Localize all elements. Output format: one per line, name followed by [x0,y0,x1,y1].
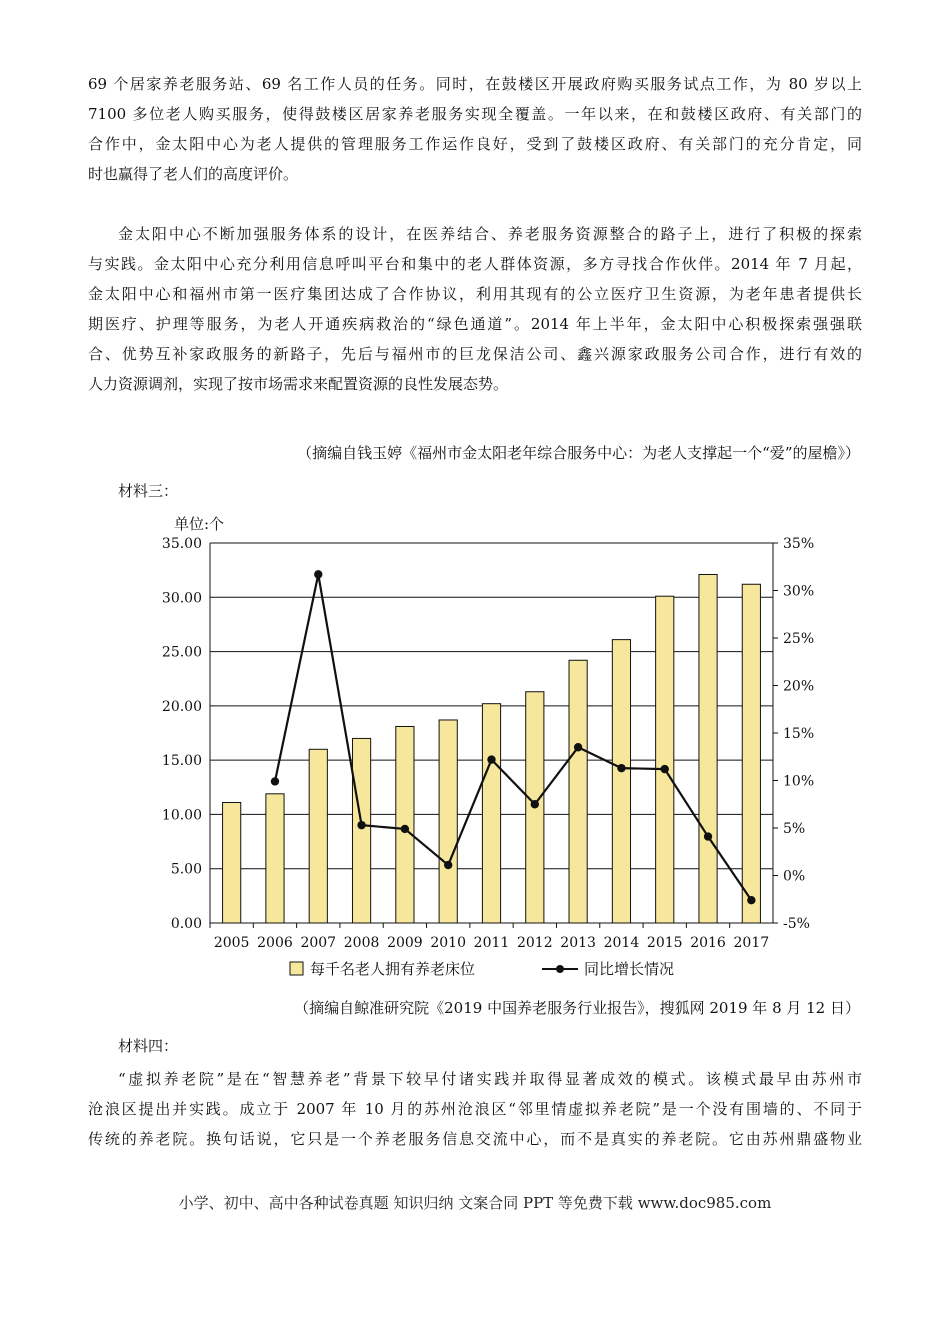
x-tick-label: 2009 [387,935,423,951]
unit-label: 单位:个 [174,515,225,533]
source-citation-2: （摘编自鲸准研究院《2019 中国养老服务行业报告》，搜狐网 2019 年 8 月 12 日） [294,999,860,1017]
y-left-tick-label: 35.00 [161,536,202,552]
source-citation-1: （摘编自钱玉婷《福州市金太阳老年综合服务中心：为老人支撑起一个“爱”的屋檐》） [297,444,860,462]
x-tick-label: 2007 [300,935,337,951]
y-left-tick-label: 15.00 [161,753,202,770]
bar [699,574,717,923]
data-point [357,821,365,829]
bar [742,584,760,923]
data-point [271,777,279,785]
paragraph-2 [88,219,862,399]
y-left-tick-label: 0.00 [170,916,202,932]
data-point [574,743,582,751]
y-right-tick-label: 0% [783,868,806,885]
legend-line-label: 同比增长情况 [584,960,675,978]
bar [482,704,500,923]
data-point [487,755,495,763]
y-left-tick-label: 30.00 [161,590,202,607]
data-point [314,570,322,578]
text-line: 传统的养老院。换句话说，它只是一个养老服务信息交流中心，而不是真实的养老院。它由苏州鼎盛物业 [88,1130,862,1148]
bar [396,726,414,923]
paragraph-4 [88,1064,862,1154]
y-right-tick-label: 35% [783,536,815,552]
y-right-tick-label: 10% [783,773,815,790]
text-line: 时也赢得了老人们的高度评价。 [88,165,299,183]
y-left-tick-label: 25.00 [161,644,202,661]
series-line [275,574,751,900]
y-right-tick-label: 20% [783,678,815,695]
data-point [617,764,625,772]
bar [266,794,284,923]
data-point [444,861,452,869]
y-right-tick-label: 25% [783,631,815,647]
x-tick-label: 2013 [560,935,596,951]
text-line: 人力资源调剂，实现了按市场需求来配置资源的良性发展态势。 [88,375,509,393]
data-point [401,825,409,833]
y-left-tick-label: 20.00 [161,698,202,715]
x-tick-label: 2012 [516,935,553,951]
text-line: 合作中，金太阳中心为老人提供的管理服务工作运作良好，受到了鼓楼区政府、有关部门的充分肯定，同 [88,135,862,153]
bar [612,640,630,923]
bar [309,749,327,923]
legend-bar-label: 每千名老人拥有养老床位 [310,960,476,978]
x-tick-label: 2006 [257,935,293,951]
text-line: 与实践。金太阳中心充分利用信息呼叫平台和集中的老人群体资源，多方寻找合作伙伴。2014 年 7 月起， [88,255,862,273]
x-tick-label: 2015 [646,935,683,951]
material-4-label: 材料四： [118,1037,179,1055]
data-point [531,800,539,808]
text-line: 期医疗、护理等服务，为老人开通疾病救治的“绿色通道”。2014 年上半年，金太阳中心积极探索强强联 [88,315,862,333]
chart [0,505,950,1005]
x-tick-label: 2005 [213,935,250,951]
x-tick-label: 2017 [733,935,770,951]
y-right-tick-label: 30% [783,583,815,600]
text-line: 金太阳中心和福州市第一医疗集团达成了合作协议，利用其现有的公立医疗卫生资源，为老年患者提供长 [88,285,862,303]
bar [352,738,370,923]
y-right-tick-label: -5% [783,916,810,932]
x-tick-label: 2011 [473,935,510,951]
x-tick-label: 2010 [430,935,467,951]
data-point [747,896,755,904]
legend-line-marker [556,965,564,973]
y-left-tick-label: 10.00 [161,807,202,824]
bar [656,596,674,923]
text-line: “虚拟养老院”是在“智慧养老”背景下较早付诸实践并取得显著成效的模式。该模式最早由苏州市 [118,1070,862,1088]
x-tick-label: 2008 [343,935,380,951]
bar [223,802,241,923]
y-right-tick-label: 5% [783,821,806,837]
y-right-tick-label: 15% [783,726,815,742]
text-line: 沧浪区提出并实践。成立于 2007 年 10 月的苏州沧浪区“邻里情虚拟养老院”是一个没有围墙的、不同于 [88,1100,862,1118]
text-line: 合、优势互补家政服务的新路子，先后与福州市的巨龙保洁公司、鑫兴源家政服务公司合作，进行有效的 [88,345,862,363]
text-line: 7100 多位老人购买服务，使得鼓楼区居家养老服务实现全覆盖。一年以来，在和鼓楼区政府、有关部门的 [88,105,862,123]
x-tick-label: 2014 [603,935,640,951]
text-line: 69 个居家养老服务站、69 名工作人员的任务。同时，在鼓楼区开展政府购买服务试点工作，为 80 岁以上 [88,75,862,93]
data-point [704,832,712,840]
bar [439,720,457,923]
legend-bar-swatch [290,962,303,975]
x-tick-label: 2016 [690,935,726,951]
paragraph-1 [88,69,862,189]
text-line: 金太阳中心不断加强服务体系的设计，在医养结合、养老服务资源整合的路子上，进行了积极的探索 [118,225,862,243]
page-footer: 小学、初中、高中各种试卷真题 知识归纳 文案合同 PPT 等免费下载 www.doc985.com [178,1194,772,1212]
data-point [661,765,669,773]
material-3-label: 材料三： [118,482,179,500]
y-left-tick-label: 5.00 [170,861,202,878]
bar [569,660,587,923]
